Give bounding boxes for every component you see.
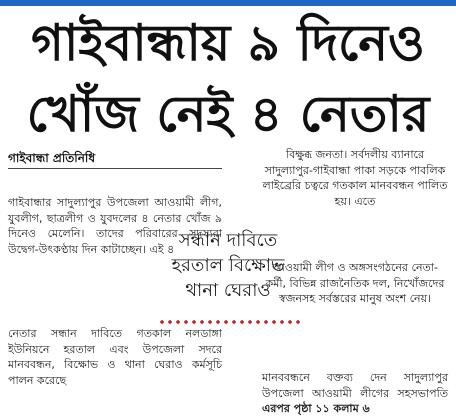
byline: গাইবান্ধা প্রতিনিধি	[8, 151, 96, 165]
pull-quote-line-1: সন্ধান দাবিতে	[178, 230, 278, 251]
headline-line-2: খোঁজ নেই ৪ নেতার	[26, 85, 430, 143]
pull-quote-line-3: থানা ঘেরাও	[185, 280, 271, 301]
right-column-paragraph-1: বিক্ষুব্ধ জনতা। সর্বদলীয় ব্যানারে সাদুল্যাপুর-গাইবান্ধা পাকা সড়কে পাবলিক লাইব্রেরি চত্বরে গতকাল মানববন্ধন পালিত হয়। এতে	[262, 148, 448, 208]
pull-quote-line-2: হরতাল বিক্ষোভ	[171, 255, 285, 276]
continuation-link[interactable]: এরপর পৃষ্ঠা ১১ কলাম ৬	[262, 402, 370, 416]
left-column-paragraph-1: গাইবান্ধার সাদুল্যাপুর উপজেলা আওয়ামী লীগ, যুবলীগ, ছাত্রলীগ ও যুবদলের ৪ নেতার খোঁজ ৯ দিনেও মেলেনি। তাদের পরিবারের সদস্যরা উদ্বেগ-উৎকণ্ঠায় দিন কাটাচ্ছেন। এই ৪	[8, 196, 222, 256]
byline-divider	[8, 168, 222, 169]
dotted-divider	[158, 319, 303, 325]
left-column-paragraph-2: নেতার সন্ধান দাবিতে গতকাল নলডাঙ্গা ইউনিয়নে হরতাল এবং উপজেলা সদরে মানববন্ধন, বিক্ষোভ ও থানা ঘেরাও কর্মসূচি পালন করেছে	[8, 327, 222, 387]
headline-line-1: গাইবান্ধায় ৯ দিনেও	[31, 14, 425, 72]
right-column-paragraph-2: আওয়ামী লীগ ও অঙ্গসংগঠনের নেতা-কর্মী, বিভিন্ন রাজনৈতিক দল, নিখোঁজদের স্বজনসহ সর্বস্তরের মানুষ অংশ নেয়।	[265, 261, 445, 306]
right-column-paragraph-3	[262, 370, 448, 417]
right-column-paragraph-3-text: মানববন্ধনে বক্তব্য দেন সাদুল্যাপুর উপজেলা আওয়ামী লীগের সহসভাপতি	[262, 371, 448, 400]
top-accent-line	[0, 0, 456, 6]
